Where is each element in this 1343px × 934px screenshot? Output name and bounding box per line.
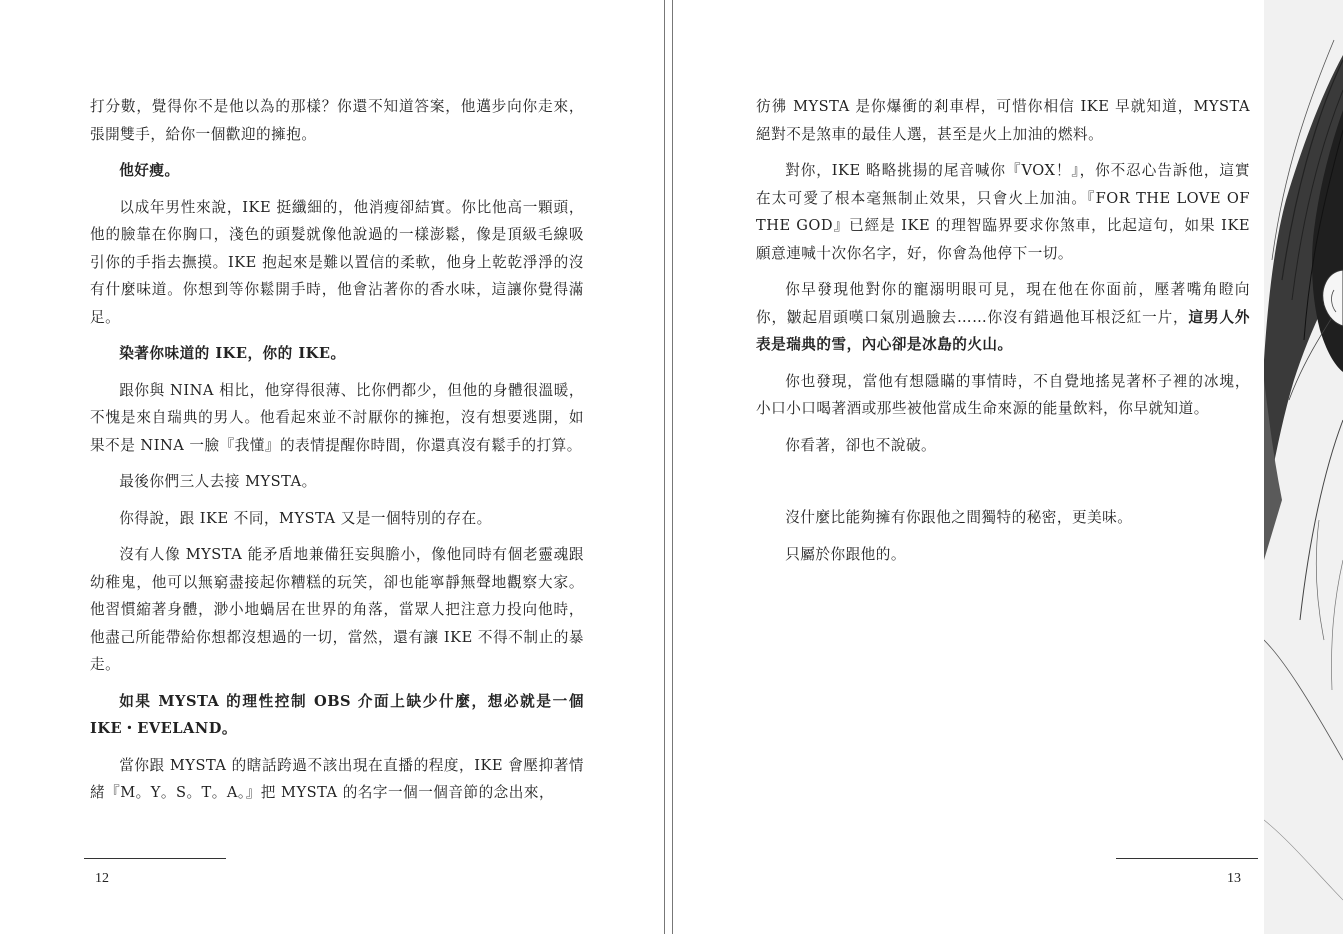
paragraph: 打分數，覺得你不是他以為的那樣？你還不知道答案，他邁步向你走來，張開雙手，給你一個歡迎的擁抱。 bbox=[90, 98, 584, 143]
right-page bbox=[674, 0, 1343, 934]
paragraph: 如果 MYSTA 的理性控制 OBS 介面上缺少什麼，想必就是一個 IKE・EVELAND。 bbox=[90, 692, 584, 737]
left-page bbox=[0, 0, 664, 934]
paragraph: 沒什麼比能夠擁有你跟他之間獨特的秘密，更美味。 bbox=[785, 509, 1133, 526]
paragraph-text: 你早發現他對你的寵溺明眼可見，現在他在你面前，壓著嘴角瞪向你，皺起眉頭嘆口氣別過臉去……你沒有錯過他耳根泛紅一片， bbox=[756, 281, 1250, 326]
manga-illustration bbox=[1264, 0, 1343, 934]
left-footer-rule bbox=[84, 858, 226, 859]
right-footer-rule bbox=[1116, 858, 1258, 859]
paragraph: 他好瘦。 bbox=[119, 162, 180, 179]
paragraph: 只屬於你跟他的。 bbox=[785, 545, 906, 563]
paragraph: 以成年男性來說，IKE 挺纖細的，他消瘦卻結實。你比他高一顆頭，他的臉靠在你胸口，淺色的頭髮就像他說過的一樣澎鬆，像是頂級毛線吸引你的手指去撫摸。IKE 抱起來是難以置信的柔軟，他身上乾乾淨淨的沒有什麼味道。你想到等你鬆開手時，他會沾著你的香水味，這讓你覺得滿足。 bbox=[90, 198, 584, 326]
left-page-number: 12 bbox=[95, 871, 109, 886]
hair-illustration-graphic bbox=[1264, 0, 1343, 934]
paragraph: 對你，IKE 略略挑揚的尾音喊你『VOX！』，你不忍心告訴他，這實在太可愛了根本毫無制止效果，只會火上加油。『FOR THE LOVE OF THE GOD』已經是 IKE 的理智臨界要求你煞車，比起這句，如果 IKE 願意連喊十次你名字，好，你會為他停下一切。 bbox=[756, 162, 1250, 262]
paragraph: 最後你們三人去接 MYSTA。 bbox=[119, 473, 317, 490]
paragraph-emphasis: 這男人外表是瑞典的雪，內心卻是冰島的火山。 bbox=[756, 308, 1250, 353]
right-page-text bbox=[756, 93, 1250, 568]
paragraph: 你看著，卻也不說破。 bbox=[785, 436, 937, 454]
paragraph bbox=[756, 276, 1250, 359]
paragraph: 你也發現，當他有想隱瞞的事情時，不自覺地搖晃著杯子裡的冰塊，小口小口喝著酒或那些被他當成生命來源的能量飲料，你早就知道。 bbox=[756, 372, 1250, 417]
paragraph: 沒有人像 MYSTA 能矛盾地兼備狂妄與膽小，像他同時有個老靈魂跟幼稚鬼，他可以無窮盡接起你糟糕的玩笑，卻也能寧靜無聲地觀察大家。他習慣縮著身體，渺小地蝸居在世界的角落，當眾人把注意力投向他時，他盡己所能帶給你想都沒想過的一切，當然，還有讓 IKE 不得不制止的暴走。 bbox=[90, 546, 584, 673]
book-gutter bbox=[664, 0, 674, 934]
paragraph: 當你跟 MYSTA 的瞎話跨過不該出現在直播的程度，IKE 會壓抑著情緒『M。Y。S。T。A。』把 MYSTA 的名字一個一個音節的念出來， bbox=[90, 756, 584, 801]
paragraph: 跟你與 NINA 相比，他穿得很薄、比你們都少，但他的身體很溫暖，不愧是來自瑞典的男人。他看起來並不討厭你的擁抱，沒有想要逃開，如果不是 NINA 一臉『我懂』的表情提醒你時間，你還真沒有鬆手的打算。 bbox=[90, 381, 584, 454]
paragraph: 染著你味道的 IKE，你的 IKE。 bbox=[119, 345, 346, 362]
left-page-text bbox=[90, 93, 584, 807]
paragraph: 彷彿 MYSTA 是你爆衝的剎車桿，可惜你相信 IKE 早就知道，MYSTA 絕對不是煞車的最佳人選，甚至是火上加油的燃料。 bbox=[756, 98, 1250, 143]
right-page-number: 13 bbox=[1227, 871, 1241, 886]
paragraph: 你得說，跟 IKE 不同，MYSTA 又是一個特別的存在。 bbox=[119, 509, 492, 527]
